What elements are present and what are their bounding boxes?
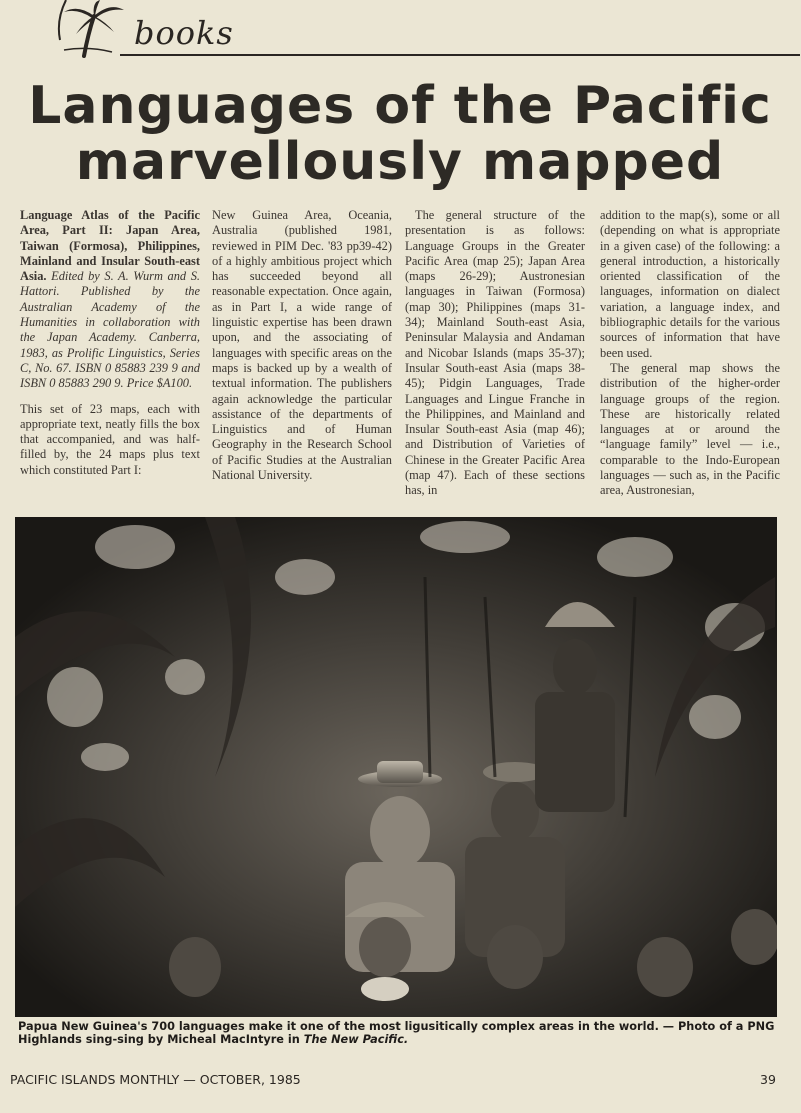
footer-publication: PACIFIC ISLANDS MONTHLY — OCTOBER, 1985 [10,1072,301,1087]
column-4 [600,208,780,499]
page-number: 39 [760,1072,776,1087]
book-details: Edited by S. A. Wurm and S. Hattori. Published by the Australian Academy of the Humanities in collaboration with the Japan Academy. Canberra, 1983, as Prolific Linguistics, Series C, No. 67. ISBN 0 85883 239 9 and ISBN 0 85883 290 9. Price $A100. [20,269,200,391]
column-2 [212,208,392,483]
book-citation [20,208,200,392]
palm-tree-icon [48,0,128,58]
photo-image [15,517,777,1017]
paragraph: addition to the map(s), some or all (depending on what is appropriate in a given case) of the following: a general introduction, a historically oriented classification of the languages, information on dialect variation, a language index, and bibliographic details for the various sources of information that have been used. [600,208,780,360]
caption-source: The New Pacific. [303,1033,409,1046]
caption-text: Papua New Guinea's 700 languages make it one of the most ligusitically complex areas in the world. — Photo of a PNG Highlands sing-sing by Micheal MacIntyre in [18,1020,775,1046]
paragraph: The general structure of the presentation is as follows: Language Groups in the Greater Pacific Area (map 25); Japan Area (maps 26-29); Austronesian languages in Taiwan (Formosa) (map 30); Philippines (maps 31-34); Mainland South-east Asia, Peninsular Malaysia and Andaman and Nicobar Islands (maps 35-37); Insular South-east Asia (maps 38-45); Pidgin Languages, Trade Languages and Lingue Franche in the Philippines, and Mainland and Insular South-east Asia (map 46); and Distribution of Varieties of Chinese in the Greater Pacific Area (map 47). Each of these sections has, in [405,208,585,498]
column-3 [405,208,585,499]
headline-line-1: Languages of the Pacific [28,76,772,136]
photo-caption [18,1020,780,1046]
section-header [20,0,780,60]
paragraph: New Guinea Area, Oceania, Australia (published 1981, reviewed in PIM Dec. '83 pp39-42) of a highly ambitious project which has succeeded beyond all reasonable expectation. Once again, as in Part I, a wide range of linguistic expertise has been drawn upon, and the associating of languages with specific areas on the maps is backed up by a wealth of textual information. The publishers again acknowledge the particular assistance of the departments of Linguistics and of Human Geography in the Research School of Pacific Studies at the Australian National University. [212,208,392,483]
article-photo [15,517,777,1017]
column-1 [20,208,200,478]
paragraph: This set of 23 maps, each with appropriate text, neatly fills the box that accompanied, and was half-filled by, the 24 maps plus text which constituted Part I: [20,401,200,477]
section-label: books [134,14,234,52]
article-headline [20,78,780,190]
paragraph: The general map shows the distribution of the higher-order language groups of the region. These are historically related languages at or around the “language family” level — i.e., comparable to the Indo-European languages — such as, in the Pacific area, Austronesian, [600,360,780,498]
headline-line-2: marvellously mapped [75,132,725,192]
header-rule [120,54,800,56]
book-title: Language Atlas of the Pacific Area, Part II: Japan Area, Taiwan (Formosa), Philippines, Mainland and Insular South-east Asia. [20,208,200,284]
